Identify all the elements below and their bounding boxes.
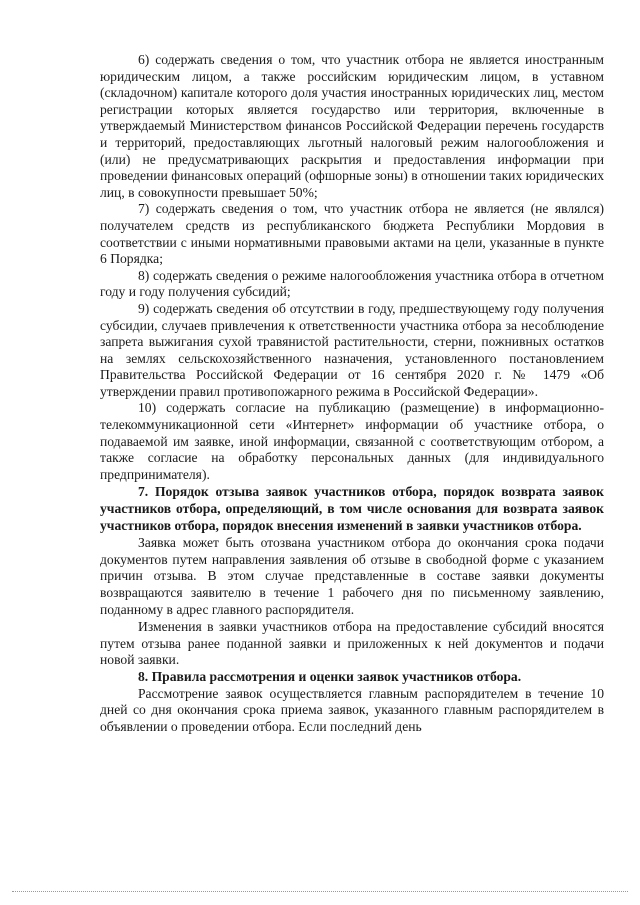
paragraph-withdrawal: Заявка может быть отозвана участником отбора до окончания срока подачи документов путем направления заявления об отзыве в свободной форме с указанием причин отзыва. В этом случае представленные в составе заявки документы возвращаются заявителю в течение 1 рабочего дня по письменному заявлению, поданному в адрес главного распорядителя.: [100, 535, 604, 617]
paragraph-review: Рассмотрение заявок осуществляется главным распорядителем в течение 10 дней со дня окончания срока приема заявок, указанного главным распорядителем в объявлении о проведении отбора. Если последний день: [100, 685, 604, 734]
section-heading-7: 7. Порядок отзыва заявок участников отбора, порядок возврата заявок участников отбора, определяющий, в том числе основания для возврата заявок участников отбора, порядок внесения изменений в заявки участников отбора.: [100, 484, 604, 533]
section-heading-8: 8. Правила рассмотрения и оценки заявок участников отбора.: [138, 668, 522, 684]
page-bottom-divider: [12, 891, 628, 892]
paragraph-item-7: 7) содержать сведения о том, что участник отбора не является (не являлся) получателем средств из республиканского бюджета Республики Мордовия в соответствии с иными нормативными правовыми актами на цели, указанные в пункте 6 Порядка;: [100, 201, 604, 267]
paragraph-item-6: 6) содержать сведения о том, что участник отбора не является иностранным юридическим лицом, а также российским юридическим лицом, в уставном (складочном) капитале которого доля участия иностранных юридических лиц, местом регистрации которых является государство или территория, включенные в утверждаемый Министерством финансов Российской Федерации перечень государств и территорий, предоставляющих льготный налоговый режим налогообложения и (или) не предусматривающих раскрытия и предоставления информации при проведении финансовых операций (офшорные зоны) в отношении таких юридических лиц, в совокупности превышает 50%;: [100, 52, 604, 200]
paragraph-item-10: 10) содержать согласие на публикацию (размещение) в информационно-телекоммуникационной сети «Интернет» информации об участнике отбора, о подаваемой им заявке, иной информации, связанной с соответствующим отбором, а также согласие на обработку персональных данных (для индивидуального предпринимателя).: [100, 400, 604, 482]
document-page: [100, 52, 604, 735]
paragraph-item-9: 9) содержать сведения об отсутствии в году, предшествующему году получения субсидии, случаев привлечения к ответственности участника отбора за несоблюдение запрета выжигания сухой травянистой растительности, стерни, пожнивных остатков на землях сельскохозяйственного назначения, установленного постановлением Правительства Российской Федерации от 16 сентября 2020 г. № 1479 «Об утверждении правил противопожарного режима в Российской Федерации».: [100, 300, 604, 399]
paragraph-changes: Изменения в заявки участников отбора на предоставление субсидий вносятся путем отзыва ранее поданной заявки и приложенных к ней документов и подачи новой заявки.: [100, 619, 604, 668]
paragraph-item-8: 8) содержать сведения о режиме налогообложения участника отбора в отчетном году и году получения субсидий;: [100, 267, 604, 300]
